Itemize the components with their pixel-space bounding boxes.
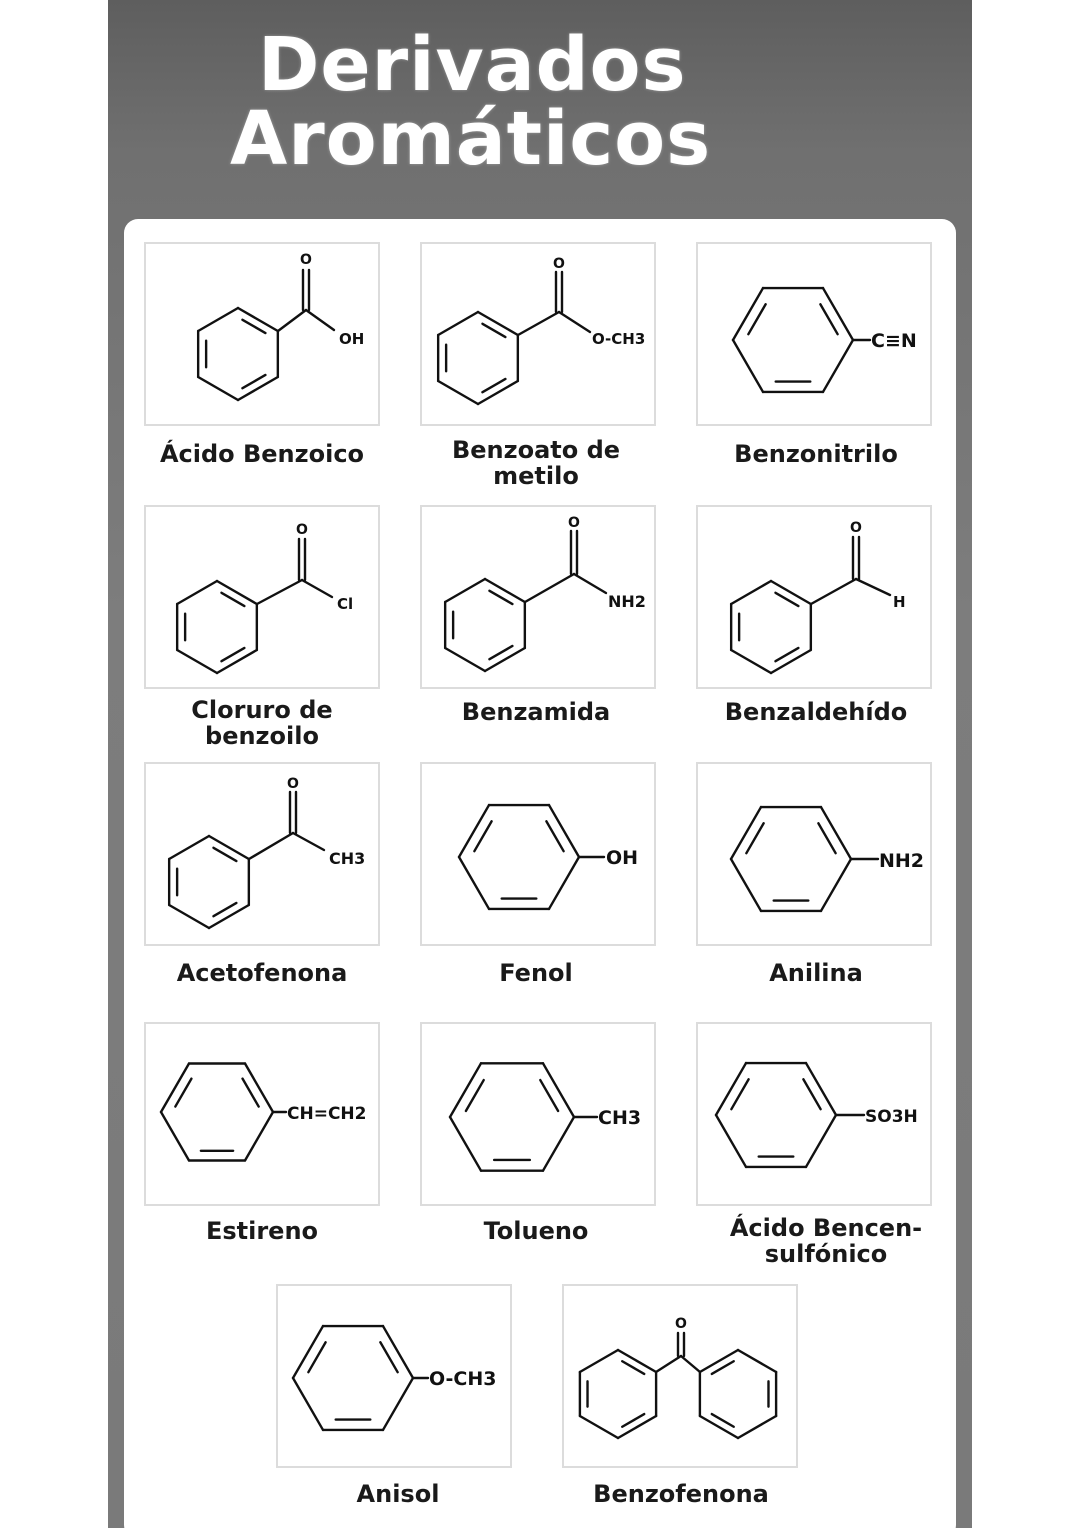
ring-bond (245, 1064, 273, 1112)
structure-estireno (144, 1022, 380, 1206)
benzene-ring (450, 1063, 574, 1170)
benzene-ring (731, 581, 811, 673)
ring-bond (169, 905, 209, 928)
substituent-label: O-CH3 (429, 1368, 497, 1390)
ring-bond (549, 805, 579, 857)
ring-bond (731, 859, 761, 911)
ring-bond (716, 1063, 746, 1115)
ring-bond (549, 857, 579, 909)
ring-bond (823, 340, 853, 392)
ring-bond (731, 581, 771, 604)
compound-name-benzoato-line1: Benzoato de (451, 436, 621, 464)
substituent-label: Cl (337, 595, 354, 613)
structure-anisol (276, 1284, 512, 1468)
substituent-label: CH=CH2 (287, 1104, 367, 1124)
substituent-label: H (893, 593, 906, 611)
structure-cloruro-de-benzoilo (144, 505, 380, 689)
benzene-ring (198, 308, 278, 400)
compound-name-benzoato-line2: metilo (493, 462, 579, 490)
ring-bond (169, 836, 209, 859)
ring-bond (543, 1063, 574, 1117)
structure-benzofenona (562, 1284, 798, 1468)
benzene-ring (445, 579, 525, 671)
benzene-ring-left (580, 1350, 656, 1438)
ring-bond (445, 579, 485, 602)
compound-name-bencensulfonico-line2: sulfónico (764, 1240, 888, 1268)
ring-bond (383, 1378, 413, 1430)
ring-bond (806, 1063, 836, 1115)
substituent-label: O-CH3 (592, 330, 646, 348)
ring-bond (438, 312, 478, 335)
benzene-ring (459, 805, 579, 909)
structure-acido-bencensulfonico (696, 1022, 932, 1206)
compound-name-acido-benzoico: Ácido Benzoico (159, 440, 365, 468)
benzene-ring (438, 312, 518, 404)
carbonyl-oxygen: O (850, 520, 862, 536)
compound-name-benzamida: Benzamida (461, 698, 611, 726)
ring-bond (198, 377, 238, 400)
ring-bond (198, 308, 238, 331)
structure-benzaldehido (696, 505, 932, 689)
benzene-ring (716, 1063, 836, 1167)
compound-name-cloruro-line1: Cloruro de (191, 696, 333, 724)
ring-bond (580, 1350, 618, 1372)
compound-name-acetofenona: Acetofenona (176, 959, 348, 987)
structure-acido-benzoico (144, 242, 380, 426)
substituent-label: OH (339, 330, 365, 348)
compound-name-fenol: Fenol (499, 959, 573, 987)
compound-name-estireno: Estireno (205, 1217, 319, 1245)
structure-benzoato-de-metilo (420, 242, 656, 426)
compound-name-bencensulfonico-line1: Ácido Bencen- (729, 1214, 923, 1242)
benzene-ring (169, 836, 249, 928)
ring-bond (731, 807, 761, 859)
benzene-ring-right (700, 1350, 776, 1438)
structure-anilina (696, 762, 932, 946)
compound-name-benzofenona: Benzofenona (593, 1480, 769, 1508)
ring-bond (733, 288, 763, 340)
ring-bond (438, 381, 478, 404)
substituent-label: C≡N (871, 330, 917, 352)
ring-bond (733, 340, 763, 392)
ring-bond (716, 1115, 746, 1167)
carbonyl-oxygen: O (300, 252, 312, 268)
ring-bond (738, 1350, 776, 1372)
carbonyl-oxygen: O (553, 256, 565, 272)
benzene-ring (177, 581, 257, 673)
compound-name-tolueno: Tolueno (483, 1217, 589, 1245)
ring-bond (823, 288, 853, 340)
compound-name-benzaldehido: Benzaldehído (724, 698, 908, 726)
ring-bond (177, 581, 217, 604)
carbonyl-oxygen: O (287, 776, 299, 792)
ring-bond (161, 1064, 189, 1112)
substituent-label: CH3 (598, 1107, 642, 1129)
substituent-label: OH (606, 847, 639, 869)
ring-bond (738, 1416, 776, 1438)
benzene-ring (731, 807, 851, 911)
ring-bond (459, 805, 489, 857)
ring-bond (450, 1063, 481, 1117)
carbonyl-oxygen: O (296, 522, 308, 538)
ring-bond (293, 1378, 323, 1430)
ring-bond (383, 1326, 413, 1378)
structure-benzonitrilo (696, 242, 932, 426)
ring-bond (806, 1115, 836, 1167)
ring-bond (245, 1112, 273, 1160)
structure-acetofenona (144, 762, 380, 946)
ring-bond (450, 1117, 481, 1171)
ring-bond (580, 1416, 618, 1438)
ring-bond (459, 857, 489, 909)
compound-name-benzonitrilo: Benzonitrilo (734, 440, 898, 468)
structure-benzamida (420, 505, 656, 689)
title-line-2: Aromáticos (230, 96, 712, 182)
structure-tolueno (420, 1022, 656, 1206)
ring-bond (161, 1112, 189, 1160)
ring-bond (543, 1117, 574, 1171)
ring-bond (731, 650, 771, 673)
carbonyl-oxygen: O (568, 515, 580, 531)
ring-bond (177, 650, 217, 673)
compound-name-cloruro-line2: benzoilo (205, 722, 319, 750)
benzene-ring (161, 1064, 273, 1161)
compound-name-anilina: Anilina (769, 959, 863, 987)
compound-name-anisol: Anisol (356, 1480, 440, 1508)
substituent-label: NH2 (608, 592, 646, 611)
ring-bond (821, 807, 851, 859)
substituent-label: CH3 (329, 849, 366, 868)
title-line-1: Derivados (258, 22, 687, 108)
carbonyl-oxygen: O (675, 1316, 687, 1332)
structure-fenol (420, 762, 656, 946)
substituent-label: SO3H (865, 1107, 918, 1127)
benzene-ring (733, 288, 853, 392)
benzene-ring (293, 1326, 413, 1430)
ring-bond (293, 1326, 323, 1378)
substituent-label: NH2 (879, 850, 925, 872)
ring-bond (821, 859, 851, 911)
ring-bond (445, 648, 485, 671)
